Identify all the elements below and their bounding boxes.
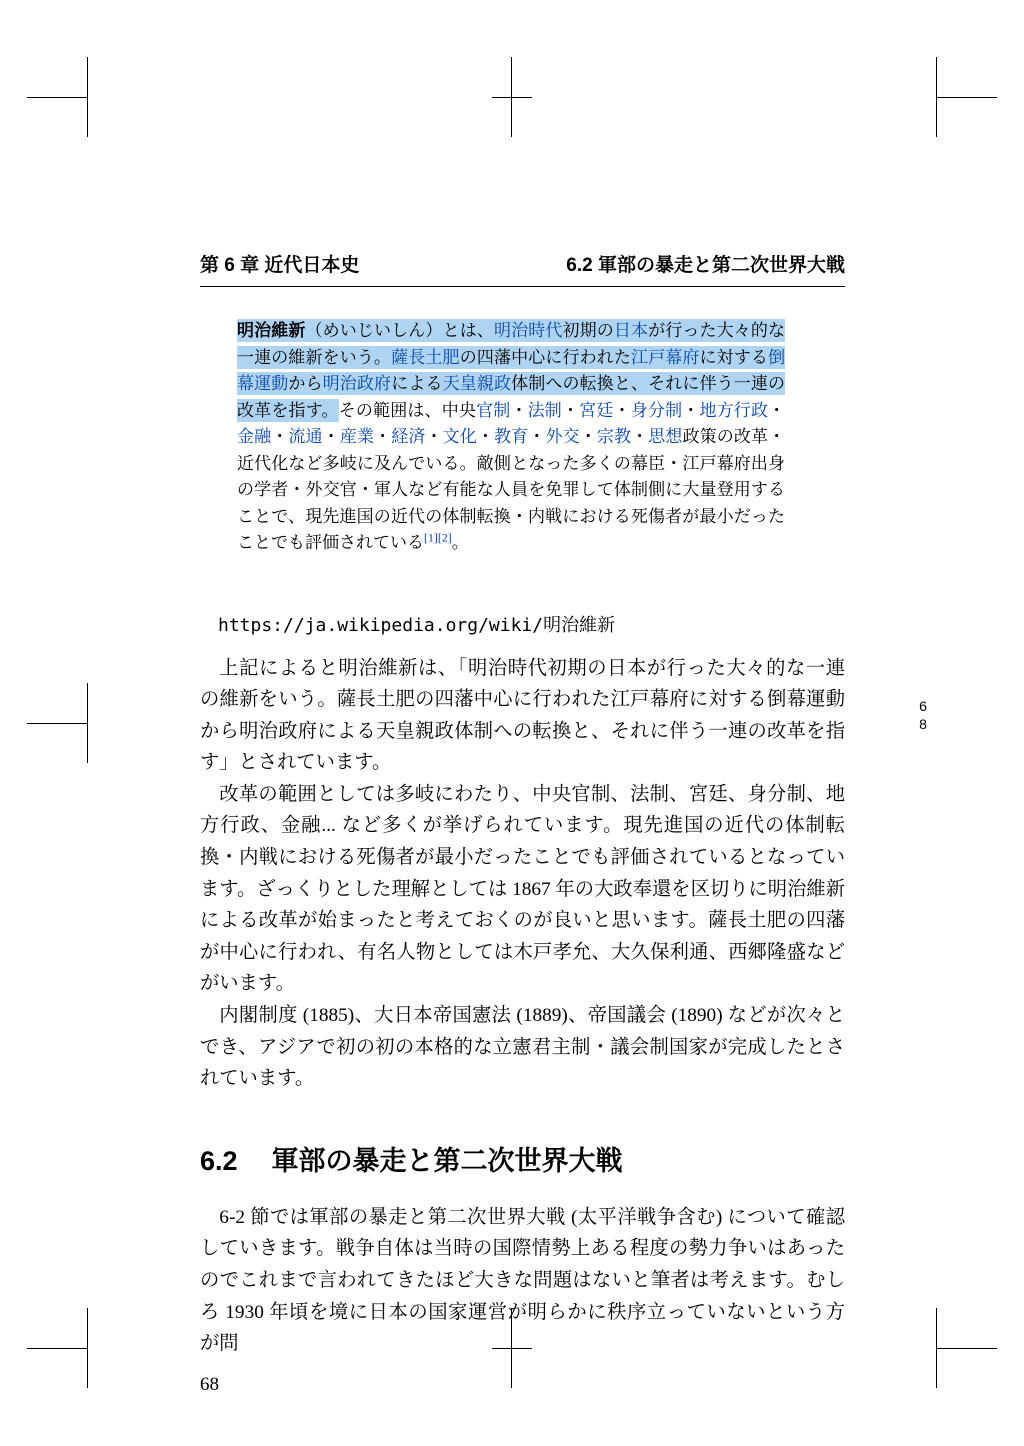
wiki-link[interactable]: 日本: [613, 321, 649, 340]
paragraph-ww2-intro: 6-2 節では軍部の暴走と第二次世界大戦 (太平洋戦争含む) について確認していきます。戦争自体は当時の国際情勢上ある程度の勢力争いはあったのでこれまで言われてきたほど大きな問題はないと筆者は考えます。むしろ 1930 年頃を境に日本の国家運営が明らかに秩序立っていないという方が問: [200, 1206, 845, 1355]
wiki-link[interactable]: 外交: [545, 427, 580, 446]
quote-text-segment: 。: [451, 533, 469, 552]
quote-text-segment: ・: [271, 427, 289, 446]
quote-text-segment: から: [288, 374, 323, 393]
paragraph-reform-scope: 改革の範囲としては多岐にわたり、中央官制、法制、宮廷、身分制、地方行政、金融... など多くが挙げられています。現先進国の近代の体制転換・内戦における死傷者が最小だったことでも評価されているとなっています。ざっくりとした理解としては 1867 年の大政奉還を区切りに明治維新による改革が始まったと考えておくのが良いと思います。薩長土肥の四藩が中心に行われ、有名人物としては木戸孝允、大久保利通、西郷隆盛などがいます。: [200, 783, 845, 995]
wiki-link[interactable]: 倒幕運動: [237, 347, 786, 393]
quote-text-segment: 政策の改革・近代化など多岐に及んでいる。敵側となった多くの幕臣・江戸幕府出身の学者・外交官・軍人など有能な人員を免罪して体制側に大量登用することで、現先進国の近代の体制転換・内戦における死傷者が最小だったことでも評価されている: [237, 427, 786, 552]
crop-mark-middle-left-h: [27, 723, 88, 724]
quote-text-segment: ・: [374, 427, 392, 446]
wiki-link[interactable]: 身分制: [630, 400, 683, 420]
wiki-link[interactable]: 薩長土肥: [391, 347, 460, 367]
quote-text-segment: ・: [631, 427, 649, 446]
quote-text-segment: による: [391, 374, 443, 393]
quote-text-segment: 体制への転換と、それに伴う一連の改革を指す。: [237, 374, 786, 420]
crop-mark-top-right-h: [936, 97, 997, 98]
wiki-link[interactable]: 明治政府: [322, 374, 392, 393]
wiki-link[interactable]: 江戸幕府: [631, 347, 700, 367]
wiki-link[interactable]: 法制: [527, 400, 562, 420]
quote-text-segment: の四藩中心に行われた: [459, 347, 631, 367]
quote-text-segment: （めいじいしん）とは、: [305, 321, 494, 340]
quote-text-segment: が行った大々的な一連の維新をいう。: [237, 321, 786, 367]
quote-text-segment: ・: [528, 427, 546, 446]
wiki-link[interactable]: 地方行政: [699, 400, 769, 420]
margin-page-number: 68: [915, 698, 931, 734]
quote-text-segment: ・: [510, 400, 528, 420]
wiki-link[interactable]: 明治時代: [493, 321, 563, 340]
quote-text-segment: ・: [322, 427, 340, 446]
header-section-title: 6.2 軍部の暴走と第二次世界大戦: [566, 255, 845, 276]
quote-text-segment: ・: [425, 427, 443, 446]
wiki-link[interactable]: 思想: [648, 427, 683, 446]
crop-mark-bottom-right-h: [936, 1348, 997, 1349]
section-title: 軍部の暴走と第二次世界大戦: [271, 1145, 623, 1176]
crop-mark-bottom-left-h: [27, 1348, 88, 1349]
wiki-link[interactable]: 官制: [476, 400, 511, 420]
wiki-link[interactable]: [1][2]: [424, 530, 452, 545]
quote-text-segment: 初期の: [562, 321, 614, 340]
crop-mark-top-center-h: [492, 97, 532, 98]
wiki-link[interactable]: 文化: [442, 427, 477, 446]
wiki-link[interactable]: 宗教: [596, 427, 632, 446]
section-number: 6.2: [200, 1145, 238, 1176]
quote-text-segment: その範囲は、中央: [338, 400, 477, 420]
header-chapter-title: 第 6 章 近代日本史: [200, 255, 360, 276]
quote-text-segment: 明治維新: [237, 321, 306, 340]
text-block: [200, 250, 845, 1396]
wiki-link[interactable]: 経済: [391, 427, 426, 446]
quote-text-segment: ・: [579, 427, 597, 446]
running-header: [200, 250, 845, 287]
wiki-link[interactable]: 天皇親政: [442, 374, 512, 393]
quote-text-segment: ・: [613, 400, 631, 420]
wiki-link[interactable]: 宮廷: [579, 400, 614, 420]
paragraph-summary: 上記によると明治維新は、「明治時代初期の日本が行った大々的な一連の維新をいう。薩長土肥の四藩中心に行われた江戸幕府に対する倒幕運動から明治政府による天皇親政体制への転換と、それに伴う一連の改革を指す」とされています。: [200, 657, 845, 774]
crop-mark-top-left-h: [27, 97, 88, 98]
quote-text-segment: ・: [768, 400, 786, 420]
wikipedia-quote: [237, 318, 785, 557]
section-heading: [200, 1139, 845, 1178]
wiki-link[interactable]: 金融: [237, 427, 272, 446]
wiki-link[interactable]: 産業: [339, 427, 375, 446]
wiki-link[interactable]: 流通: [288, 427, 323, 446]
page-number: 68: [200, 1373, 219, 1395]
quote-text-segment: に対する: [699, 347, 769, 367]
quote-text-segment: ・: [561, 400, 580, 420]
quote-text-segment: ・: [476, 427, 495, 446]
paragraph-constitution: 内閣制度 (1885)、大日本帝国憲法 (1889)、帝国議会 (1890) などが次々とでき、アジアで初の初の本格的な立憲君主制・議会制国家が完成したとされています。: [200, 1005, 845, 1090]
source-url: https://ja.wikipedia.org/wiki/明治維新: [218, 614, 616, 636]
quote-text-segment: ・: [682, 400, 700, 420]
wiki-link[interactable]: 教育: [494, 427, 529, 446]
